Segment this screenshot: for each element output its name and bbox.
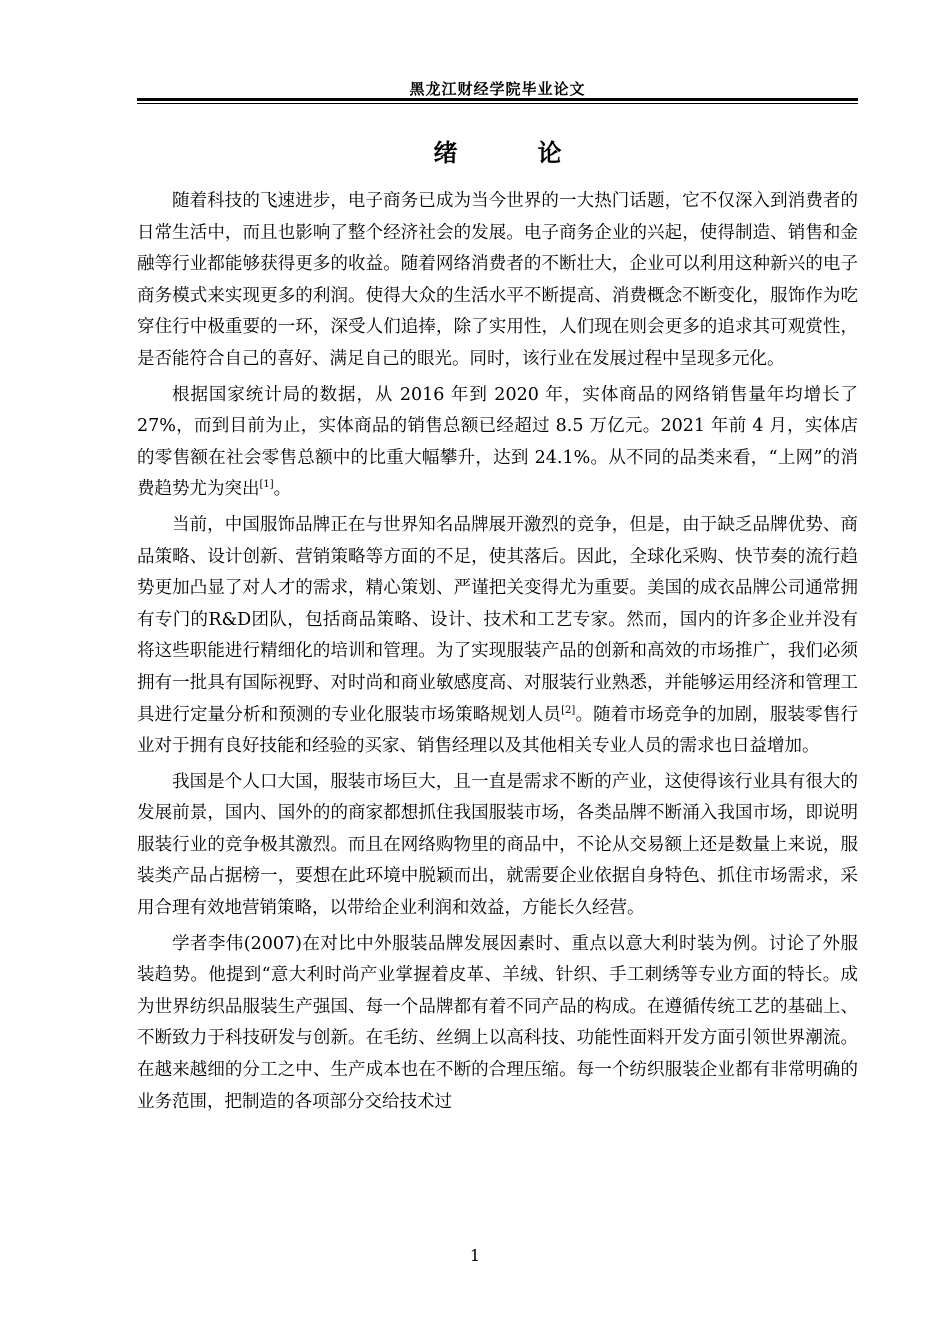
paragraph-1 bbox=[137, 186, 858, 376]
page-number: 1 bbox=[469, 1246, 481, 1265]
paragraph-3-text: 当前，中国服饰品牌正在与世界知名品牌展开激烈的竞争，但是，由于缺乏品牌优势、商品策略、设计创新、营销策略等方面的不足，使其落后。因此，全球化采购、快节奏的流行趋势更加凸显了对人才的需求，精心策划、严谨把关变得尤为重要。美国的成衣品牌公司通常拥有专门的R&D团队，包括商品策略、设计、技术和工艺专家。然而，国内的许多企业并没有将这些职能进行精细化的培训和管理。为了实现服装产品的创新和高效的市场推广，我们必须拥有一批具有国际视野、对时尚和商业敏感度高、对服装行业熟悉，并能够运用经济和管理工具进行定量分析和预测的专业化服装市场策略规划人员 bbox=[137, 514, 858, 725]
citation-2: [2] bbox=[561, 704, 576, 716]
paragraph-5 bbox=[137, 929, 858, 1119]
paragraph-3 bbox=[137, 510, 858, 763]
paragraph-2-tail: 。 bbox=[273, 479, 292, 500]
paragraph-1-text: 随着科技的飞速进步，电子商务已成为当今世界的一大热门话题，它不仅深入到消费者的日常生活中，而且也影响了整个经济社会的发展。电子商务企业的兴起，使得制造、销售和金融等行业都能够获得更多的收益。随着网络消费者的不断壮大，企业可以利用这种新兴的电子商务模式来实现更多的利润。使得大众的生活水平不断提高、消费概念不断变化，服饰作为吃穿住行中极重要的一环，深受人们追捧，除了实用性，人们现在则会更多的追求其可观赏性，是否能符合自己的喜好、满足自己的眼光。同时，该行业在发展过程中呈现多元化。 bbox=[137, 191, 858, 369]
paragraph-3-tail: 。随着市场竞争的加剧，服装零售行业对于拥有良好技能和经验的买家、销售经理以及其他相关专业人员的需求也日益增加。 bbox=[137, 704, 859, 757]
running-header: 黑龙江财经学院毕业论文 bbox=[409, 80, 586, 98]
paragraph-2-text: 根据国家统计局的数据，从 2016 年到 2020 年，实体商品的网络销售量年均增长了 27%，而到目前为止，实体商品的销售总额已经超过 8.5 万亿元。2021 年前 4 月，实体店的零售额在社会零售总额中的比重大幅攀升，达到 24.1%。从不同的品类来看，“上网”的消费趋势尤为突出 bbox=[137, 384, 858, 500]
citation-1: [1] bbox=[259, 479, 274, 491]
header-rule-thick bbox=[137, 98, 858, 101]
paragraph-2 bbox=[137, 380, 858, 506]
paragraph-4 bbox=[137, 767, 858, 925]
paragraph-4-text: 我国是个人口大国，服装市场巨大，且一直是需求不断的产业，这使得该行业具有很大的发展前景，国内、国外的的商家都想抓住我国服装市场，各类品牌不断涌入我国市场，即说明服装行业的竞争极其激烈。而且在网络购物里的商品中，不论从交易额上还是数量上来说，服装类产品占据榜一，要想在此环境中脱颖而出，就需要企业依据自身特色、抓住市场需求，采用合理有效地营销策略，以带给企业利润和效益，方能长久经营。 bbox=[137, 771, 858, 919]
body-text bbox=[137, 186, 858, 1118]
paragraph-5-text: 学者李伟(2007)在对比中外服装品牌发展因素时、重点以意大利时装为例。讨论了外服装趋势。他提到“意大利时尚产业掌握着皮革、羊绒、针织、手工刺绣等专业方面的特长。成为世界纺织品服装生产强国、每一个品牌都有着不同产品的构成。在遵循传统工艺的基础上、不断致力于科技研发与创新。在毛纺、丝绸上以高科技、功能性面料开发方面引领世界潮流。在越来越细的分工之中、生产成本也在不断的合理压缩。每一个纺织服装企业都有非常明确的业务范围，把制造的各项部分交给技术过 bbox=[137, 933, 858, 1112]
header-rule-thin bbox=[137, 103, 858, 104]
section-title: 绪论 bbox=[433, 138, 642, 167]
